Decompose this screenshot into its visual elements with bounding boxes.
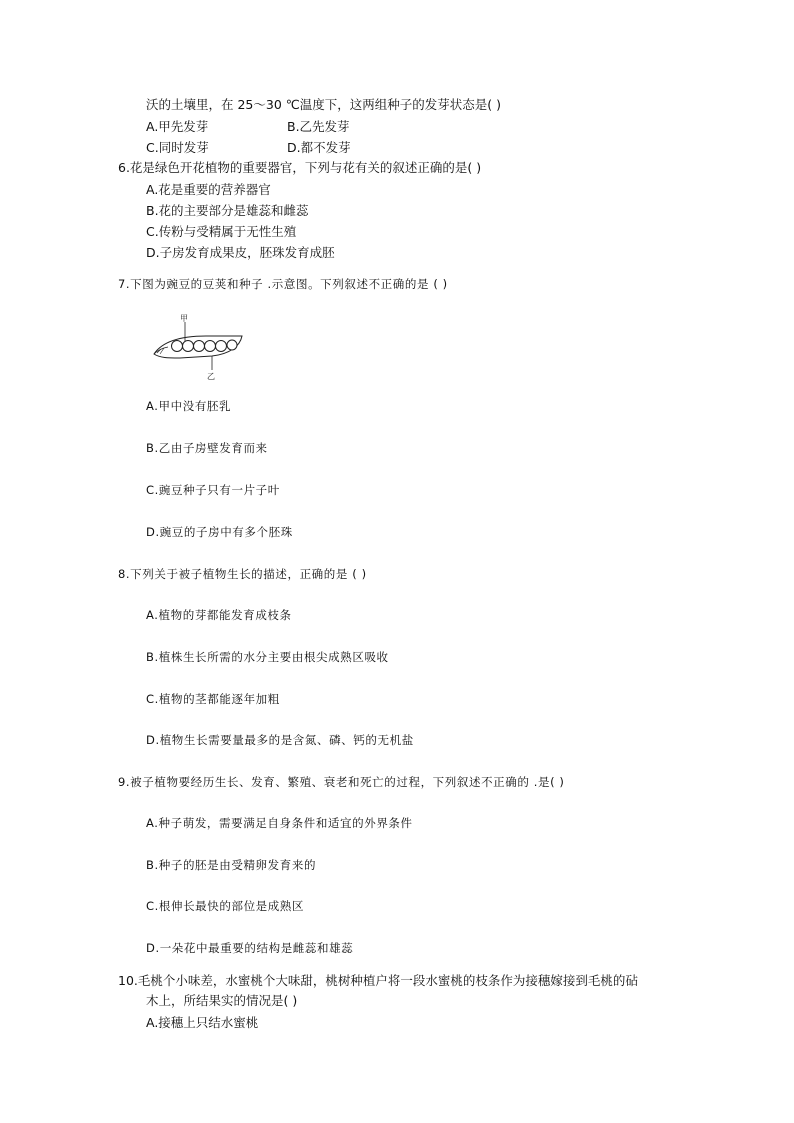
label-jia: 甲: [180, 314, 188, 323]
option-8b: B.植株生长所需的水分主要由根尖成熟区吸收: [146, 650, 389, 664]
question-8-stem: 8.下列关于被子植物生长的描述，正确的是 ( ): [118, 567, 367, 581]
option-5d: D.都不发芽: [287, 140, 351, 155]
option-7a: A.甲中没有胚乳: [146, 399, 232, 413]
question-10-stem-line2: 木上，所结果实的情况是( ): [146, 993, 298, 1008]
question-5-stem-continued: 沃的土壤里，在 25～30 ℃温度下，这两组种子的发芽状态是( ): [146, 97, 502, 112]
option-6b: B.花的主要部分是雄蕊和雌蕊: [146, 203, 309, 218]
question-9-stem: 9.被子植物要经历生长、发育、繁殖、衰老和死亡的过程，下列叙述不正确的 .是( ): [118, 775, 565, 789]
option-5b: B.乙先发芽: [287, 119, 350, 134]
option-5c: C.同时发芽: [146, 140, 209, 155]
option-9a: A.种子萌发，需要满足自身条件和适宜的外界条件: [146, 816, 413, 830]
pea-pod-figure: [150, 312, 250, 382]
question-10-stem-line1: 10.毛桃个小味差，水蜜桃个大味甜，桃树种植户将一段水蜜桃的枝条作为接穗嫁接到毛桃的砧: [118, 973, 638, 988]
option-10a: A.接穗上只结水蜜桃: [146, 1015, 259, 1030]
option-8d: D.植物生长需要量最多的是含氮、磷、钙的无机盐: [146, 733, 414, 747]
pea-pod-icon: [154, 322, 242, 370]
question-6-stem: 6.花是绿色开花植物的重要器官，下列与花有关的叙述正确的是( ): [118, 160, 482, 175]
option-5a: A.甲先发芽: [146, 119, 209, 134]
label-yi: 乙: [207, 372, 215, 381]
option-6a: A.花是重要的营养器官: [146, 182, 271, 197]
option-7c: C.豌豆种子只有一片子叶: [146, 483, 280, 497]
option-8c: C.植物的茎都能逐年加粗: [146, 692, 280, 706]
question-7-stem: 7.下图为豌豆的豆荚和种子 .示意图。下列叙述不正确的是 ( ): [118, 277, 448, 291]
option-6c: C.传粉与受精属于无性生殖: [146, 224, 297, 239]
option-7d: D.豌豆的子房中有多个胚珠: [146, 525, 293, 539]
option-9c: C.根伸长最快的部位是成熟区: [146, 899, 305, 913]
option-7b: B.乙由子房壁发育而来: [146, 441, 268, 455]
option-6d: D.子房发育成果皮，胚珠发育成胚: [146, 245, 335, 260]
option-9b: B.种子的胚是由受精卵发育来的: [146, 858, 317, 872]
option-9d: D.一朵花中最重要的结构是雌蕊和雄蕊: [146, 941, 354, 955]
option-8a: A.植物的芽都能发育成枝条: [146, 608, 292, 622]
